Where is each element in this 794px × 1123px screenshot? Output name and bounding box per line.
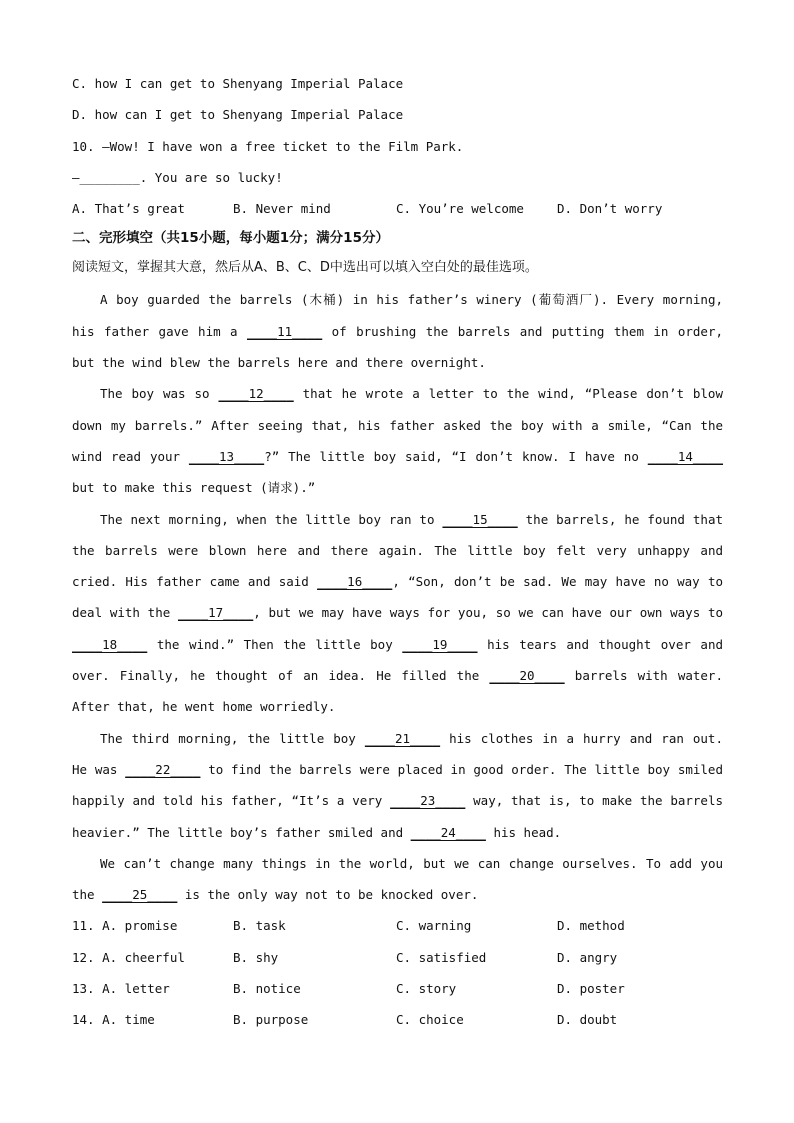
text: The next morning, when the little boy ran to <box>100 511 443 527</box>
passage-paragraph-1 <box>72 284 723 378</box>
text: , but we may have ways for you, so we can have our own ways to <box>253 605 724 621</box>
q10-prompt: 10. —Wow! I have won a free ticket to the Film Park. <box>72 138 464 154</box>
q10-option-c: C. You’re welcome <box>396 201 524 217</box>
text: , “Son, don’t be sad. We may have no way to deal with the <box>72 574 723 621</box>
text: of brushing the barrels and putting them in order, but the wind blew the barrels here and there overnight. <box>72 323 723 371</box>
blank-20: ____20____ <box>489 668 565 684</box>
blank-15: ____15____ <box>442 511 518 527</box>
answer-option: 11. A. promise <box>72 918 178 934</box>
q10-response: —________. You are so lucky! <box>72 169 283 185</box>
blank-19: ____19____ <box>402 636 478 652</box>
answer-option: B. shy <box>233 949 279 965</box>
blank-18: ____18____ <box>72 636 148 652</box>
answer-option: B. task <box>233 918 286 934</box>
text: the barrels, he found that the barrels were blown here and there again. The little boy felt very unhappy and cried. His father came and said <box>72 511 723 590</box>
text: ?” The little boy said, “I don’t know. I have no <box>264 448 648 464</box>
answer-option: D. poster <box>557 981 625 997</box>
blank-12: ____12____ <box>218 386 294 402</box>
answer-option: D. doubt <box>557 1012 618 1028</box>
passage-paragraph-2 <box>72 378 723 503</box>
q10-option-b: B. Never mind <box>233 201 331 217</box>
answer-option: B. notice <box>233 981 301 997</box>
blank-16: ____16____ <box>317 574 393 590</box>
blank-14: ____14____ <box>647 448 723 464</box>
text: barrels with water. After that, he went home worriedly. <box>72 668 723 715</box>
answer-option: C. satisfied <box>396 949 487 965</box>
blank-25: ____25____ <box>102 887 178 903</box>
q10-option-a: A. That’s great <box>72 201 185 217</box>
passage-paragraph-3 <box>72 504 723 723</box>
section-title: 二、完形填空（共15小题，每小题1分；满分15分） <box>72 230 389 247</box>
page-content <box>72 68 723 1036</box>
text: but to make this request (请求).” <box>72 480 316 496</box>
text: his head. <box>485 824 562 840</box>
blank-24: ____24____ <box>410 824 486 840</box>
text: We can’t change many things in the world, but we can change ourselves. To add you the <box>72 855 723 903</box>
answer-option: C. choice <box>396 1012 464 1028</box>
answer-row-11 <box>72 910 723 941</box>
passage-paragraph-4 <box>72 723 723 848</box>
q10-options <box>72 193 723 224</box>
text: The third morning, the little boy <box>100 730 365 746</box>
text: way, that is, to make the barrels heavier.” The little boy’s father smiled and <box>72 793 723 840</box>
answer-row-14 <box>72 1004 723 1035</box>
answer-option: D. angry <box>557 949 618 965</box>
text: A boy guarded the barrels (木桶) in his father’s winery (葡萄酒厂). Every morning, his father gave him a <box>72 292 723 339</box>
answer-option: 12. A. cheerful <box>72 949 185 965</box>
text: is the only way not to be knocked over. <box>177 887 479 903</box>
answer-option: 13. A. letter <box>72 981 170 997</box>
blank-11: ____11____ <box>246 323 323 339</box>
text: that he wrote a letter to the wind, “Please don’t blow down my barrels.” After seeing that, his father asked the boy with a smile, “Can the wind read your <box>72 386 723 464</box>
passage-paragraph-5 <box>72 848 723 911</box>
answer-option: D. method <box>557 918 625 934</box>
answer-option: 14. A. time <box>72 1012 155 1028</box>
answer-option: C. story <box>396 981 457 997</box>
blank-23: ____23____ <box>390 793 466 809</box>
text: his clothes in a hurry and ran out. He was <box>72 730 723 777</box>
section-instruction: 阅读短文，掌握其大意，然后从A、B、C、D中选出可以填入空白处的最佳选项。 <box>72 260 538 276</box>
prev-option-d: D. how can I get to Shenyang Imperial Palace <box>72 107 404 123</box>
blank-13: ____13____ <box>188 448 265 464</box>
blank-17: ____17____ <box>178 605 254 621</box>
answer-row-12 <box>72 942 723 973</box>
q10-option-d: D. Don’t worry <box>557 201 663 217</box>
answer-row-13 <box>72 973 723 1004</box>
answer-option: C. warning <box>396 918 472 934</box>
text: to find the barrels were placed in good order. The little boy smiled happily and told his father, “It’s a very <box>72 761 723 809</box>
answer-option: B. purpose <box>233 1012 309 1028</box>
prev-option-c: C. how I can get to Shenyang Imperial Palace <box>72 76 404 91</box>
text: his tears and thought over and over. Finally, he thought of an idea. He filled the <box>72 636 724 684</box>
text: the wind.” Then the little boy <box>147 636 403 652</box>
blank-21: ____21____ <box>364 730 441 746</box>
text: The boy was so <box>100 386 219 402</box>
blank-22: ____22____ <box>125 761 201 777</box>
